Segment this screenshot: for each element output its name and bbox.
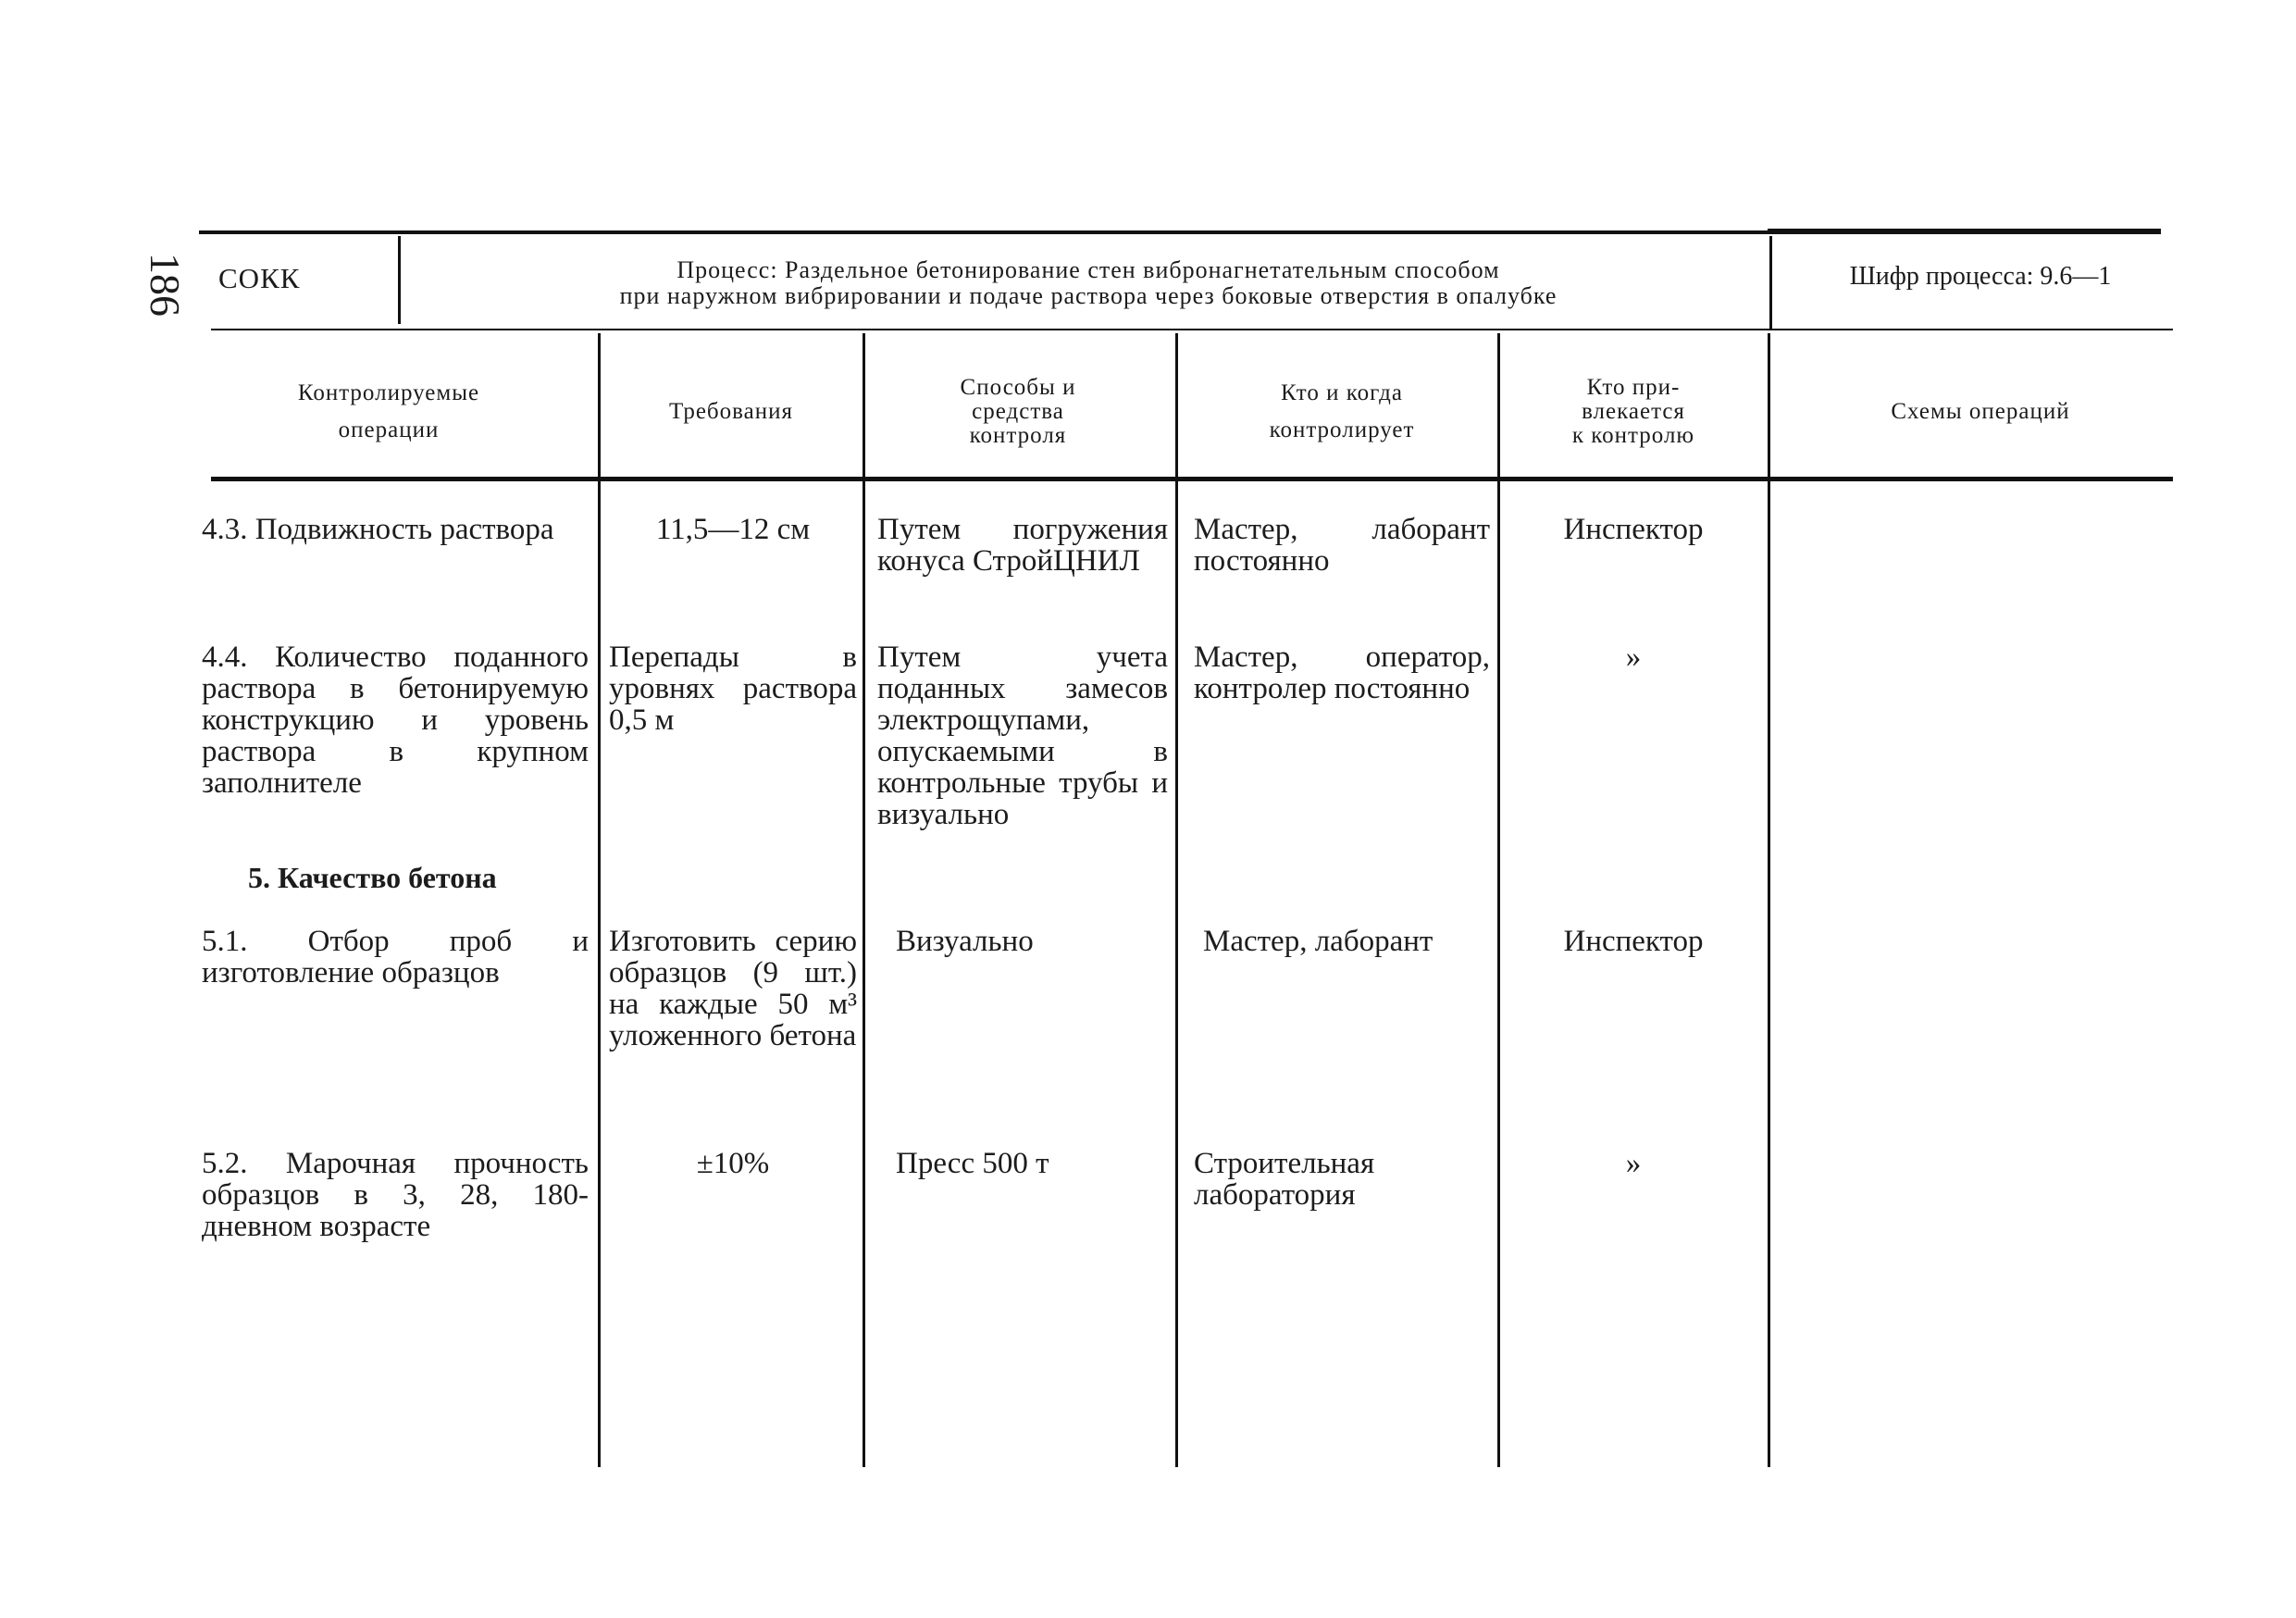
row-4-4-operation: 4.4. Количество поданного раствора в бетонируемую конструкцию и уровень раствора в крупном заполнителе xyxy=(202,641,589,800)
section-title: 5. Качество бетона xyxy=(248,861,497,894)
col-divider-4 xyxy=(1497,333,1500,1467)
row-5-2-requirement: ±10% xyxy=(696,1147,770,1180)
row-5-1-involved: Инспектор xyxy=(1563,925,1704,958)
row-4-4-requirement: Перепады в уровнях раствора 0,5 м xyxy=(609,641,857,737)
row-5-1-method: Визуально xyxy=(896,925,1034,958)
process-title-line-1: Процесс: Раздельное бетонирование стен вибронагнетательным способом xyxy=(676,256,1500,283)
row-5-2-involved: » xyxy=(1625,1147,1642,1180)
row-5-1-requirement: Изготовить серию образцов (9 шт.) на каждые 50 м³ уложенного бетона xyxy=(609,925,857,1052)
column-header-who-when: Кто и когда контролирует xyxy=(1269,380,1415,442)
process-title-line-2: при наружном вибрировании и подаче раствора через боковые отверстия в опалубке xyxy=(619,282,1558,309)
row-5-1-operation: 5.1. Отбор проб и изготовление образцов xyxy=(202,925,589,989)
process-title xyxy=(412,257,1765,322)
column-header-schemes: Схемы операций xyxy=(1891,399,2070,424)
row-4-3-method: Путем погружения конуса СтройЦНИЛ xyxy=(877,513,1168,578)
row-5-1-who: Мастер, лаборант xyxy=(1203,925,1433,958)
header-divider-2 xyxy=(1769,236,1772,329)
row-4-4-who: Мастер, оператор, контролер постоянно xyxy=(1194,641,1490,705)
column-head-bottom-rule xyxy=(211,477,2173,481)
row-5-2-method: Пресс 500 т xyxy=(896,1147,1049,1180)
row-4-3-operation: 4.3. Подвижность раствора xyxy=(202,513,554,546)
row-4-4-method: Путем учета поданных замесов электрощупами, опускаемыми в контрольные трубы и визуально xyxy=(877,641,1168,831)
col-divider-5 xyxy=(1768,333,1770,1467)
column-header-involved: Кто при- влекается к контролю xyxy=(1571,375,1695,448)
row-4-3-involved: Инспектор xyxy=(1563,513,1704,546)
row-4-3-requirement: 11,5—12 см xyxy=(655,513,811,546)
row-5-2-operation: 5.2. Марочная прочность образцов в 3, 28, 180-дневном возрасте xyxy=(202,1147,589,1243)
col-divider-1 xyxy=(598,333,601,1467)
column-header-methods: Способы и средства контроля xyxy=(960,375,1076,448)
sokk-label: СОКК xyxy=(218,262,301,294)
header-bottom-rule xyxy=(211,329,2173,330)
row-4-4-involved: » xyxy=(1625,641,1642,674)
column-header-operations: Контролируемые операции xyxy=(297,380,480,442)
page-number: 186 xyxy=(142,253,189,317)
row-4-3-who: Мастер, лаборант постоянно xyxy=(1194,513,1490,578)
header-divider-1 xyxy=(398,236,401,324)
col-divider-3 xyxy=(1175,333,1178,1467)
column-header-requirements: Требования xyxy=(669,399,793,424)
col-divider-2 xyxy=(863,333,865,1467)
top-rule-right xyxy=(1768,229,2161,232)
row-5-2-who: Строительная лаборатория xyxy=(1194,1147,1375,1212)
process-cipher: Шифр процесса: 9.6—1 xyxy=(1849,262,2112,291)
